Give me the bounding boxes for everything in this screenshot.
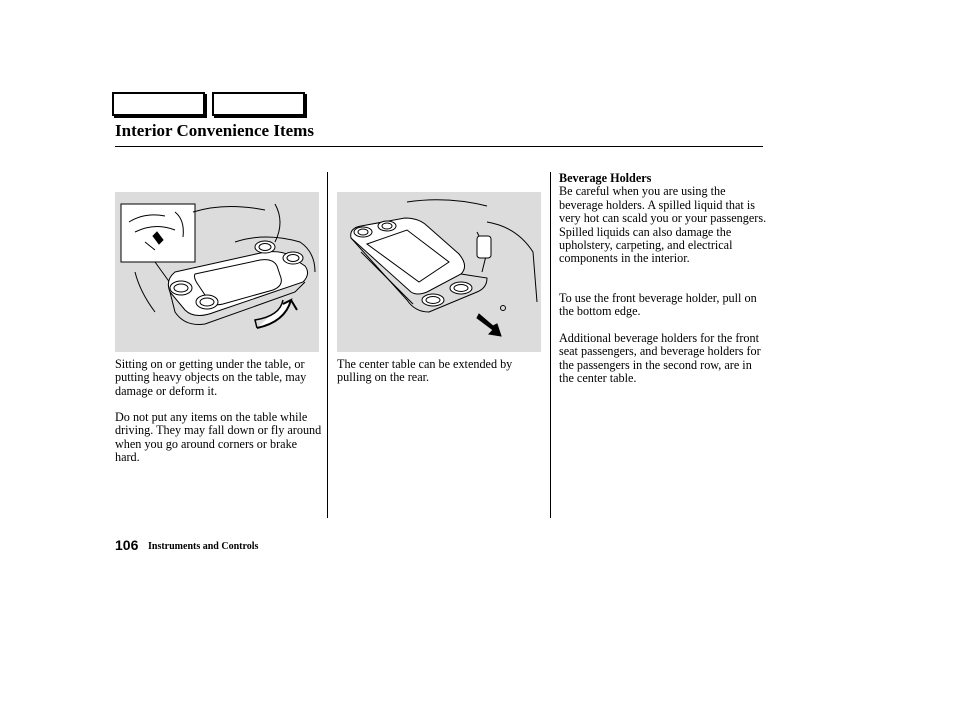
page-title: Interior Convenience Items — [115, 121, 314, 140]
title-rule — [115, 146, 763, 147]
column-divider-2 — [550, 172, 551, 518]
section-name: Instruments and Controls — [148, 541, 259, 552]
nav-tab-box-2[interactable] — [212, 92, 305, 116]
table-driving-caution: Do not put any items on the table while driving. They may fall down or fly around when you go around corners or brake hard. — [115, 410, 322, 465]
page-number: 106 — [115, 537, 139, 553]
table-extend-instruction: The center table can be extended by pulling on the rear. — [337, 357, 513, 385]
beverage-holders-section — [559, 172, 767, 266]
additional-holders-info: Additional beverage holders for the front seat passengers, and beverage holders for the passengers in the second row, are in the center table. — [559, 331, 761, 386]
beverage-holders-heading: Beverage Holders — [559, 171, 652, 185]
center-table-fold-illustration — [115, 192, 319, 352]
front-holder-instruction: To use the front beverage holder, pull on the bottom edge. — [559, 291, 757, 319]
nav-tab-box-1[interactable] — [112, 92, 205, 116]
table-damage-warning: Sitting on or getting under the table, or putting heavy objects on the table, may damage or deform it. — [115, 357, 307, 398]
column-divider-1 — [327, 172, 328, 518]
beverage-holders-warning: Be careful when you are using the beverage holders. A spilled liquid that is very hot can scald you or your passengers. Spilled liquids can also damage the upholstery, carpeting, and electrical components in the interior. — [559, 184, 767, 266]
center-table-extend-illustration — [337, 192, 541, 352]
